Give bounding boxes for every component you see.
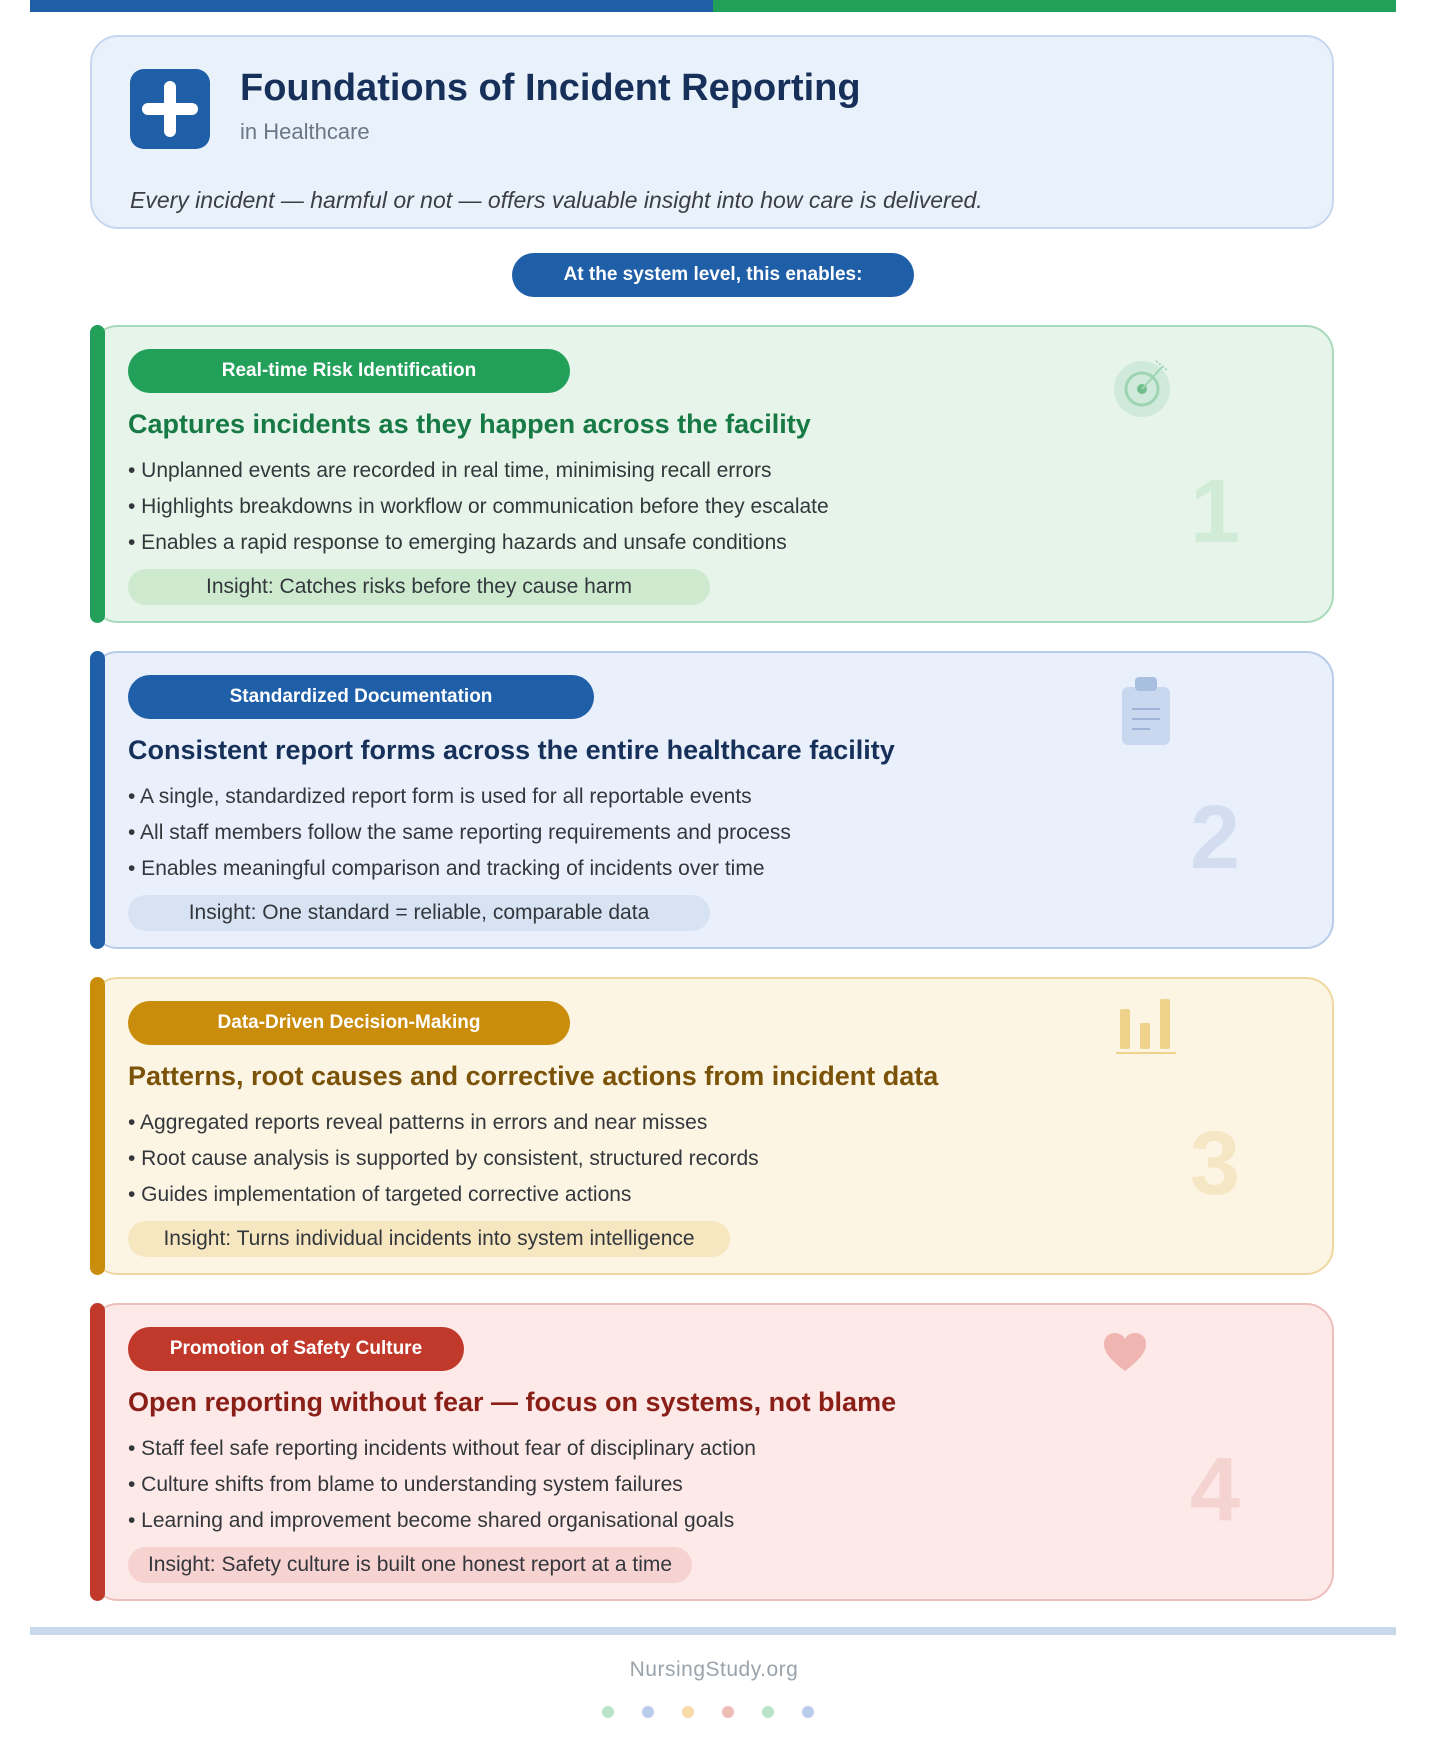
header-quote: Every incident — harmful or not — offers valuable insight into how care is delivered.	[130, 187, 983, 213]
card-accent-bar	[90, 977, 105, 1275]
card-bullet-list	[128, 1105, 759, 1213]
card-insight: Insight: One standard = reliable, comparable data	[128, 895, 710, 931]
footer-dot	[762, 1706, 774, 1718]
page-subtitle: in Healthcare	[240, 119, 370, 144]
header-panel	[90, 35, 1334, 229]
card-insight: Insight: Catches risks before they cause harm	[128, 569, 710, 605]
card-tag: Data-Driven Decision-Making	[128, 1001, 570, 1045]
card-accent-bar	[90, 651, 105, 949]
card-number: 2	[1190, 788, 1241, 888]
card-tag: Promotion of Safety Culture	[128, 1327, 464, 1371]
footer-dot	[802, 1706, 814, 1718]
footer-dot	[722, 1706, 734, 1718]
card-number: 4	[1190, 1440, 1241, 1540]
card-tag: Standardized Documentation	[128, 675, 594, 719]
card-bullet: • Enables meaningful comparison and tracking of incidents over time	[128, 857, 765, 880]
top-bar-green-segment	[713, 0, 1396, 12]
card-tag: Real-time Risk Identification	[128, 349, 570, 393]
card-standardized-documentation	[90, 651, 1334, 949]
card-bullet: • Guides implementation of targeted corrective actions	[128, 1183, 632, 1206]
footer-dot	[682, 1706, 694, 1718]
card-bullet-list	[128, 453, 829, 561]
card-heading: Open reporting without fear — focus on systems, not blame	[128, 1387, 897, 1417]
card-bullet: • Culture shifts from blame to understanding system failures	[128, 1473, 683, 1496]
card-heading: Captures incidents as they happen across the facility	[128, 409, 811, 439]
card-bullet: • Unplanned events are recorded in real time, minimising recall errors	[128, 459, 772, 482]
card-real-time-risk	[90, 325, 1334, 623]
card-bullet: • All staff members follow the same reporting requirements and process	[128, 821, 791, 844]
radar-target-icon	[1112, 357, 1176, 421]
footer-site-name: NursingStudy.org	[629, 1658, 799, 1681]
heart-icon	[1102, 1331, 1148, 1373]
card-bullet: • Highlights breakdowns in workflow or communication before they escalate	[128, 495, 829, 518]
card-heading: Patterns, root causes and corrective actions from incident data	[128, 1061, 939, 1091]
card-insight: Insight: Turns individual incidents into system intelligence	[128, 1221, 730, 1257]
card-accent-bar	[90, 325, 105, 623]
clipboard-icon	[1118, 675, 1174, 747]
card-bullet: • Root cause analysis is supported by consistent, structured records	[128, 1147, 759, 1170]
card-number: 3	[1190, 1114, 1241, 1214]
card-bullet: • A single, standardized report form is used for all reportable events	[128, 785, 752, 808]
bar-chart-icon	[1114, 997, 1178, 1057]
system-level-pill: At the system level, this enables:	[512, 253, 914, 297]
card-insight: Insight: Safety culture is built one honest report at a time	[128, 1547, 692, 1583]
top-color-bar	[30, 0, 1396, 12]
card-accent-bar	[90, 1303, 105, 1601]
card-heading: Consistent report forms across the entire healthcare facility	[128, 735, 895, 765]
card-number: 1	[1190, 462, 1241, 562]
card-bullet: • Staff feel safe reporting incidents without fear of disciplinary action	[128, 1437, 756, 1460]
card-bullet-list	[128, 1431, 756, 1539]
footer-dot	[642, 1706, 654, 1718]
card-safety-culture	[90, 1303, 1334, 1601]
card-bullet: • Aggregated reports reveal patterns in errors and near misses	[128, 1111, 708, 1134]
card-bullet: • Learning and improvement become shared organisational goals	[128, 1509, 735, 1532]
card-data-driven-decision-making	[90, 977, 1334, 1275]
medical-cross-icon	[130, 69, 210, 149]
page-title: Foundations of Incident Reporting	[240, 67, 861, 109]
footer-dot	[602, 1706, 614, 1718]
footer-dots	[602, 1706, 814, 1718]
bottom-divider-bar	[30, 1627, 1396, 1635]
card-bullet-list	[128, 779, 791, 887]
card-bullet: • Enables a rapid response to emerging hazards and unsafe conditions	[128, 531, 787, 554]
top-bar-blue-segment	[30, 0, 713, 12]
